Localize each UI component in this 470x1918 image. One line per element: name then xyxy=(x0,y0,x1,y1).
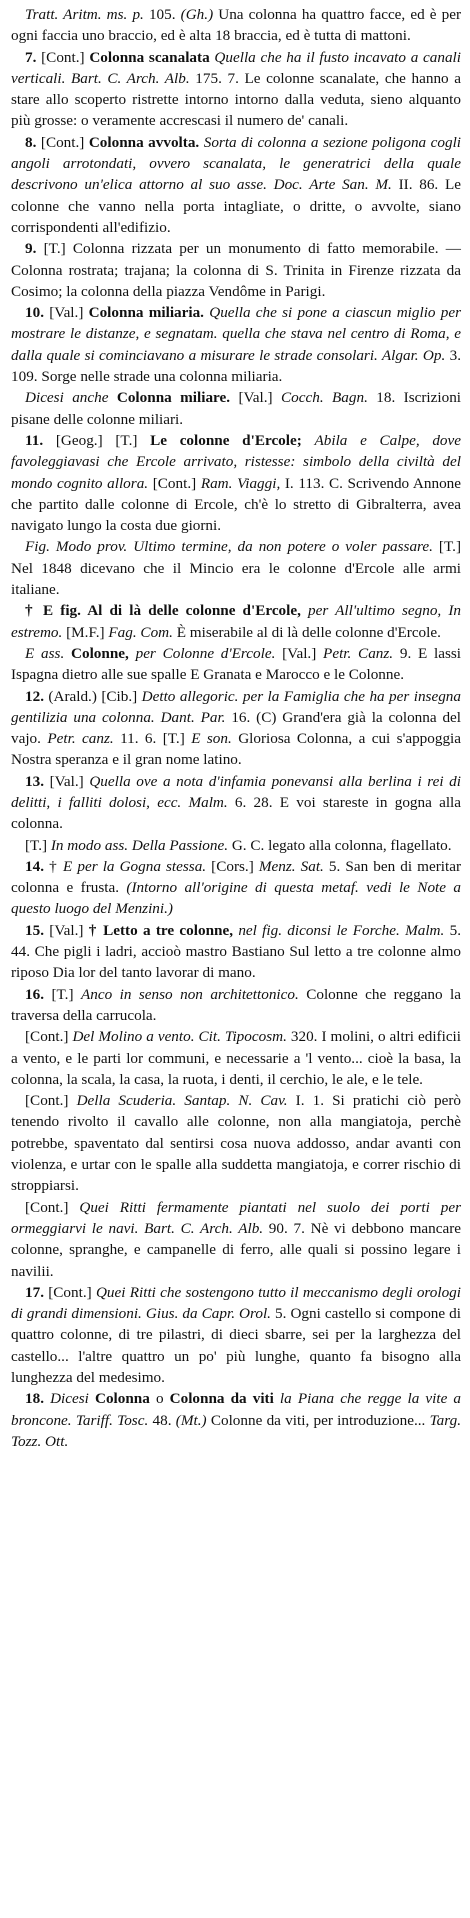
headword: Colonna da viti xyxy=(169,1390,274,1408)
dictionary-paragraph xyxy=(11,132,465,238)
dictionary-paragraph xyxy=(11,302,465,387)
body-text: I. 1. Si pratichi ciò però tenendo rivolto il cavallo alle colonne, non alla mangiatoja, perchè potrebbe, spaventato dal sentirsi cosa nuova addosso, andar avanti con violenza, e urtar con le spalle alla suddetta mangiatoja, e correr rischio di stroppiarsi. xyxy=(11,1092,465,1195)
italic-text: Abila e Calpe, dove favoleggiavasi che Ercole arrivato, ristesse: simbolo della civiltà del mondo cognito allora. xyxy=(11,431,465,492)
body-text: † xyxy=(43,857,64,875)
body-text: [Cont.] xyxy=(25,1092,77,1110)
italic-text: Quei Ritti fermamente piantati nel suolo dei porti per ormeggiarvi le navi. Bart. C. Arch. Alb. xyxy=(11,1198,465,1237)
dictionary-paragraph xyxy=(11,984,465,1027)
italic-text: Quella che si pone a ciascun miglio per mostrare le distanze, e segnatam. quella che stava nel centro di Roma, e dalla quale si cominciavano a misurare le strade consolari. Algar. Op. xyxy=(11,304,465,364)
italic-text: Menz. Sat. xyxy=(258,857,324,875)
italic-text: (Gh.) xyxy=(180,6,214,23)
dictionary-paragraph xyxy=(11,771,465,835)
headword: 7. xyxy=(25,48,37,66)
body-text: [T.] xyxy=(25,836,51,854)
dictionary-paragraph xyxy=(11,1197,465,1282)
dictionary-paragraph xyxy=(11,387,465,430)
italic-text: Petr. Canz. xyxy=(323,644,394,662)
italic-text: (Intorno all'origine di questa metaf. vedi le Note a questo luogo del Menzini.) xyxy=(11,879,465,918)
italic-text: Quella che ha il fusto incavato a canali verticali. Bart. C. Arch. Alb. xyxy=(11,48,465,87)
headword: Colonna avvolta. xyxy=(88,133,200,151)
italic-text: (Mt.) xyxy=(175,1411,207,1429)
headword: Colonne, xyxy=(71,644,129,662)
dictionary-paragraph xyxy=(11,856,465,920)
entry-column xyxy=(11,4,465,1452)
body-text: 9. E lassi Ispagna dietro alle sue spalle E Granata e Marocco e le Colonne. xyxy=(11,644,465,684)
headword: † E fig. Al di là delle colonne d'Ercole, xyxy=(25,602,301,620)
headword: 12. xyxy=(25,687,44,705)
headword: 18. xyxy=(25,1390,44,1408)
italic-text: per Colonne d'Ercole. xyxy=(135,644,276,662)
italic-text: Tratt. Aritm. ms. p. xyxy=(25,6,144,23)
body-text: 16. (C) Grand'era già la colonna del vajo. xyxy=(11,708,465,748)
headword: 10. xyxy=(25,304,44,322)
body-text: 11. 6. [T.] xyxy=(113,730,192,748)
body-text: [Cont.] xyxy=(43,1283,96,1301)
body-text: [Cont.] xyxy=(148,474,201,492)
dictionary-paragraph xyxy=(11,238,465,302)
body-text: Gloriosa Colonna, a cui s'appoggia Nostra speranza e il gran nome latino. xyxy=(11,730,465,769)
italic-text: Cocch. Bagn. xyxy=(281,389,368,407)
headword: 16. xyxy=(25,985,44,1003)
headword: Le colonne d'Ercole; xyxy=(150,431,302,449)
body-text: [Val.] xyxy=(43,772,90,790)
italic-text: E son. xyxy=(191,730,232,748)
dictionary-paragraph xyxy=(11,536,465,600)
italic-text: Detto allegoric. per la Famiglia che ha per insegna gentilizia una colonna. Dant. Par. xyxy=(11,687,465,726)
body-text: 90. 7. Nè vi debbono mancare colonne, spranghe, e campanelle di ferro, alle quali si possino legare i navilii. xyxy=(11,1219,465,1280)
body-text: [Cors.] xyxy=(206,857,259,875)
italic-text: Anco in senso non architettonico. xyxy=(80,985,299,1003)
headword: 14. xyxy=(25,857,44,875)
body-text: 5. Ogni castello si compone di quattro colonne, di tre pilastri, di dieci sbarre, sei per la larghezza del castello... l'altre quattro un po' più lunghe, quanto fa bisogno alla lunghezza del medesimo. xyxy=(11,1305,465,1386)
dictionary-paragraph xyxy=(11,835,461,856)
body-text: [Val.] xyxy=(275,644,324,662)
dictionary-paragraph xyxy=(11,47,465,132)
headword: Colonna xyxy=(94,1390,150,1408)
headword: † Letto a tre colonne, xyxy=(88,921,234,939)
italic-text: nel fig. diconsi le Forche. Malm. xyxy=(238,921,445,939)
headword: 11. xyxy=(25,431,44,449)
body-text: [T.] Colonna rizzata per un monumento di fatto memorabile. — Colonna rostrata; trajana; la colonna di S. Trinita in Firenze rizzata da Cosimo; la colonna della piazza Vendôme in Parigi. xyxy=(11,240,465,300)
headword: 9. xyxy=(25,240,37,258)
body-text xyxy=(64,645,71,662)
dictionary-paragraph xyxy=(11,643,465,686)
italic-text: Del Molino a vento. Cit. Tipocosm. xyxy=(72,1028,287,1046)
body-text: Una colonna ha quattro facce, ed è per ogni faccia uno braccio, ed è alta 18 braccia, ed è tutta di mattoni. xyxy=(11,6,465,45)
dictionary-paragraph xyxy=(11,920,465,984)
body-text xyxy=(301,602,308,619)
body-text: 3. 109. Sorge nelle strade una colonna miliaria. xyxy=(11,346,465,386)
italic-text: Dicesi xyxy=(50,1390,89,1408)
headword: Colonna scanalata xyxy=(89,48,210,66)
italic-text: la Piana che regge la vite a broncone. Tariff. Tosc. xyxy=(11,1390,465,1429)
italic-text: Dicesi anche xyxy=(25,389,109,407)
italic-text: per All'ultimo segno, In estremo. xyxy=(11,602,465,641)
body-text: [Cont.] xyxy=(25,1198,80,1216)
body-text: 5. San ben di meritar colonna e frusta. xyxy=(11,857,465,897)
body-text: 6. 28. E voi stareste in gogna alla colonna. xyxy=(11,793,465,833)
body-text: 5. 44. Che pigli i ladri, accioò mastro Bastiano Sul letto a tre colonne almo riposo Dia lor del tanto lavorar di mano. xyxy=(11,921,465,982)
italic-text: Fig. Modo prov. Ultimo termine, da non potere o voler passare. xyxy=(25,538,433,556)
headword: 15. xyxy=(25,921,44,939)
body-text: [T.] xyxy=(43,985,81,1003)
italic-text: Sorta di colonna a sezione poligona cogli angoli arrotondati, ovvero scanalata, le generatrici della quale descrivono un'elica attorno al suo asse. Doc. Arte San. M. xyxy=(11,133,465,194)
body-text: [Val.] xyxy=(43,304,89,322)
body-text: 48. xyxy=(148,1411,176,1429)
italic-text: Petr. canz. xyxy=(47,730,114,748)
body-text: [Val.] xyxy=(43,921,89,939)
body-text: [Geog.] [T.] xyxy=(43,431,151,449)
dictionary-paragraph xyxy=(11,430,465,536)
headword: 13. xyxy=(25,772,44,790)
body-text: [Cont.] xyxy=(36,133,89,151)
italic-text: Quei Ritti che sostengono tutto il meccanismo degli orologi di grandi dimensioni. Gius. da Capr. Orol. xyxy=(11,1283,465,1323)
headword: 8. xyxy=(25,133,37,151)
body-text: [Cont.] xyxy=(36,48,90,66)
body-text: [T.] Nel 1848 dicevano che il Mincio era le colonne d'Ercole alle armi italiane. xyxy=(11,538,465,599)
body-text: [Val.] xyxy=(230,389,282,407)
body-text: 18. Iscrizioni pisane delle colonne miliari. xyxy=(11,389,465,428)
body-text xyxy=(129,645,136,662)
body-text: o xyxy=(149,1390,170,1408)
body-text: I. 113. C. Scrivendo Annone che partito dalle colonne di Ercole, ch'è lo stretto di Gibralterra, avea navigato lungo la costa due giorni. xyxy=(11,474,465,535)
body-text: 320. I molini, o altri edificii a vento, e le parti lor communi, e necessarie a 'l vento... cioè la basa, la colonna, la scala, la casa, la ruota, i denti, il cerchio, le ale, e le tele. xyxy=(11,1028,465,1088)
dictionary-paragraph xyxy=(11,1026,465,1090)
headword: Colonna miliare. xyxy=(116,389,231,407)
italic-text: Della Scuderia. Santap. N. Cav. xyxy=(76,1092,288,1110)
dictionary-paragraph xyxy=(11,600,465,643)
body-text: Colonne da viti, per introduzione... xyxy=(206,1411,430,1429)
body-text: [M.F.] xyxy=(62,623,109,641)
dictionary-paragraph xyxy=(11,1090,465,1196)
italic-text: E ass. xyxy=(25,644,65,662)
body-text: 105. xyxy=(143,6,181,23)
headword: 17. xyxy=(25,1283,44,1301)
body-text: 175. 7. Le colonne scanalate, che hanno a stare allo scoperto ristrette intorno intorno dalla veduta, sieno alquanto più grosse: o veramente accrescasi il numero de' canali. xyxy=(11,69,465,130)
dictionary-paragraph xyxy=(11,1282,465,1388)
body-text xyxy=(108,389,116,406)
italic-text: In modo ass. Della Passione. xyxy=(50,836,229,854)
dictionary-paragraph xyxy=(11,686,465,771)
body-text: Colonne che reggano la traversa della carrucola. xyxy=(11,985,465,1024)
body-text: (Arald.) [Cib.] xyxy=(43,687,142,705)
body-text xyxy=(302,432,315,449)
body-text: [Cont.] xyxy=(25,1028,73,1046)
body-text: II. 86. Le colonne che vanno nella porta intagliate, o dritte, o avvolte, siano corrispondenti all'edifizio. xyxy=(11,176,465,236)
italic-text: E per la Gogna stessa. xyxy=(63,857,207,875)
italic-text: Quella ove a nota d'infamia ponevansi alla berlina i rei di delitti, i falliti dolosi, ecc. Malm. xyxy=(11,772,465,811)
dictionary-paragraph xyxy=(11,4,465,47)
italic-text: Fag. Com. xyxy=(108,623,173,641)
italic-text: Targ. Tozz. Ott. xyxy=(11,1411,465,1450)
headword: Colonna miliaria. xyxy=(88,304,204,322)
body-text: È miserabile al di là delle colonne d'Ercole. xyxy=(172,623,441,641)
dictionary-paragraph xyxy=(11,1388,465,1452)
body-text: G. C. legato alla colonna, flagellato. xyxy=(228,836,452,854)
italic-text: Ram. Viaggi, xyxy=(200,474,281,492)
